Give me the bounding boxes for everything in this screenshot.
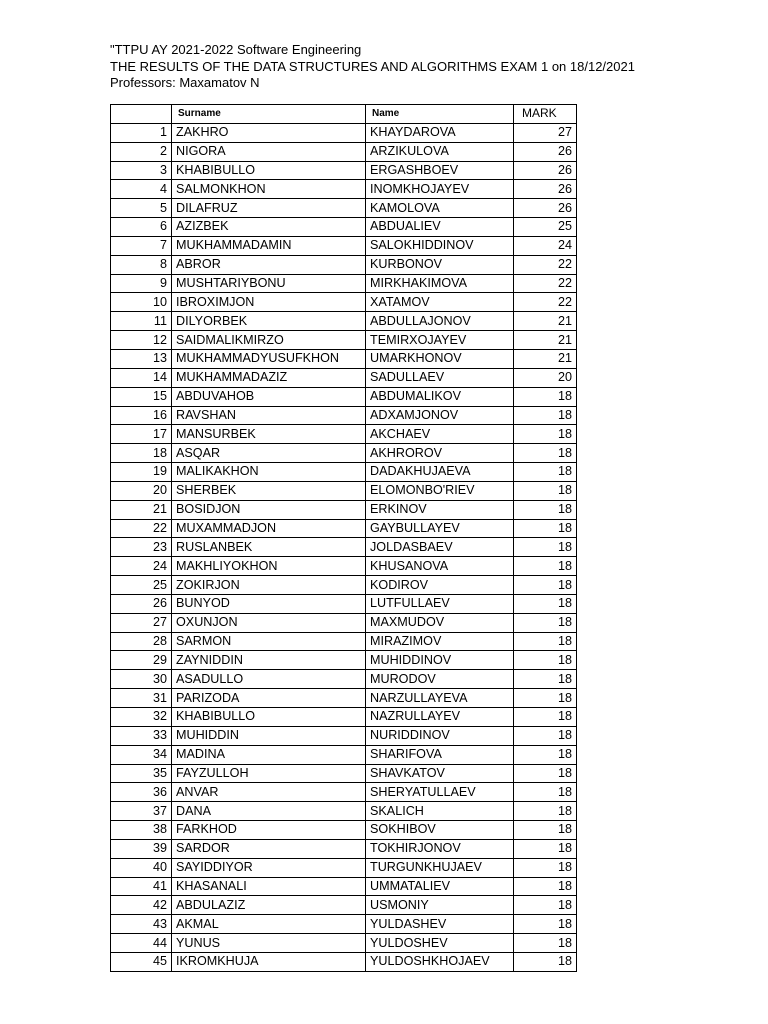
table-row	[111, 274, 577, 293]
row-number: 5	[111, 199, 172, 218]
surname-cell: DILAFRUZ	[172, 199, 366, 218]
name-cell: YULDASHEV	[366, 915, 514, 934]
name-cell: MUHIDDINOV	[366, 651, 514, 670]
surname-cell: YUNUS	[172, 934, 366, 953]
surname-cell: MUKHAMMADYUSUFKHON	[172, 349, 366, 368]
table-row	[111, 331, 577, 350]
table-row	[111, 500, 577, 519]
mark-cell: 18	[514, 745, 577, 764]
table-row	[111, 708, 577, 727]
row-number: 28	[111, 632, 172, 651]
row-number: 3	[111, 161, 172, 180]
column-header-name: Name	[366, 105, 514, 124]
name-cell: NAZRULLAYEV	[366, 708, 514, 727]
table-row	[111, 538, 577, 557]
surname-cell: ABROR	[172, 255, 366, 274]
mark-cell: 18	[514, 387, 577, 406]
row-number: 21	[111, 500, 172, 519]
name-cell: SALOKHIDDINOV	[366, 236, 514, 255]
mark-cell: 18	[514, 463, 577, 482]
row-number: 36	[111, 783, 172, 802]
mark-cell: 18	[514, 481, 577, 500]
row-number: 31	[111, 689, 172, 708]
surname-cell: SALMONKHON	[172, 180, 366, 199]
mark-cell: 18	[514, 500, 577, 519]
name-cell: JOLDASBAEV	[366, 538, 514, 557]
name-cell: ABDUMALIKOV	[366, 387, 514, 406]
name-cell: ADXAMJONOV	[366, 406, 514, 425]
row-number: 16	[111, 406, 172, 425]
mark-cell: 18	[514, 557, 577, 576]
surname-cell: AKMAL	[172, 915, 366, 934]
table-row	[111, 444, 577, 463]
name-cell: KURBONOV	[366, 255, 514, 274]
name-cell: TOKHIRJONOV	[366, 839, 514, 858]
mark-cell: 22	[514, 274, 577, 293]
surname-cell: SAIDMALIKMIRZO	[172, 331, 366, 350]
row-number: 44	[111, 934, 172, 953]
surname-cell: MAKHLIYOKHON	[172, 557, 366, 576]
row-number: 4	[111, 180, 172, 199]
table-row	[111, 689, 577, 708]
name-cell: LUTFULLAEV	[366, 594, 514, 613]
table-row	[111, 651, 577, 670]
name-cell: ELOMONBO'RIEV	[366, 481, 514, 500]
row-number: 18	[111, 444, 172, 463]
mark-cell: 18	[514, 613, 577, 632]
name-cell: ARZIKULOVA	[366, 142, 514, 161]
mark-cell: 18	[514, 708, 577, 727]
name-cell: ERGASHBOEV	[366, 161, 514, 180]
mark-cell: 18	[514, 689, 577, 708]
name-cell: SHERYATULLAEV	[366, 783, 514, 802]
table-row	[111, 632, 577, 651]
name-cell: NURIDDINOV	[366, 726, 514, 745]
surname-cell: IBROXIMJON	[172, 293, 366, 312]
surname-cell: MUXAMMADJON	[172, 519, 366, 538]
row-number: 30	[111, 670, 172, 689]
row-number: 43	[111, 915, 172, 934]
column-header-mark: MARK	[514, 105, 577, 124]
table-row	[111, 312, 577, 331]
mark-cell: 18	[514, 670, 577, 689]
surname-cell: PARIZODA	[172, 689, 366, 708]
mark-cell: 18	[514, 934, 577, 953]
mark-cell: 21	[514, 349, 577, 368]
name-cell: NARZULLAYEVA	[366, 689, 514, 708]
table-row	[111, 802, 577, 821]
surname-cell: ASQAR	[172, 444, 366, 463]
mark-cell: 18	[514, 519, 577, 538]
mark-cell: 18	[514, 915, 577, 934]
surname-cell: ABDUVAHOB	[172, 387, 366, 406]
table-row	[111, 218, 577, 237]
column-header-surname: Surname	[172, 105, 366, 124]
row-number: 38	[111, 821, 172, 840]
row-number: 25	[111, 576, 172, 595]
mark-cell: 21	[514, 331, 577, 350]
row-number: 15	[111, 387, 172, 406]
row-number: 19	[111, 463, 172, 482]
row-number: 34	[111, 745, 172, 764]
table-row	[111, 293, 577, 312]
table-row	[111, 613, 577, 632]
surname-cell: SAYIDDIYOR	[172, 858, 366, 877]
row-number: 45	[111, 952, 172, 971]
name-cell: KODIROV	[366, 576, 514, 595]
table-row	[111, 199, 577, 218]
table-row	[111, 161, 577, 180]
row-number: 13	[111, 349, 172, 368]
mark-cell: 18	[514, 594, 577, 613]
table-row	[111, 726, 577, 745]
mark-cell: 18	[514, 726, 577, 745]
mark-cell: 18	[514, 764, 577, 783]
mark-cell: 18	[514, 406, 577, 425]
surname-cell: MANSURBEK	[172, 425, 366, 444]
table-row	[111, 858, 577, 877]
surname-cell: MALIKAKHON	[172, 463, 366, 482]
mark-cell: 18	[514, 538, 577, 557]
name-cell: UMMATALIEV	[366, 877, 514, 896]
surname-cell: DANA	[172, 802, 366, 821]
mark-cell: 26	[514, 180, 577, 199]
mark-cell: 27	[514, 123, 577, 142]
surname-cell: ZAKHRO	[172, 123, 366, 142]
surname-cell: KHABIBULLO	[172, 708, 366, 727]
table-row	[111, 576, 577, 595]
row-number: 23	[111, 538, 172, 557]
mark-cell: 18	[514, 858, 577, 877]
row-number: 6	[111, 218, 172, 237]
document-header	[110, 42, 635, 92]
results-table	[110, 104, 577, 972]
row-number: 40	[111, 858, 172, 877]
mark-cell: 26	[514, 199, 577, 218]
surname-cell: MUKHAMMADAZIZ	[172, 368, 366, 387]
surname-cell: BOSIDJON	[172, 500, 366, 519]
row-number: 12	[111, 331, 172, 350]
row-number: 32	[111, 708, 172, 727]
surname-cell: MADINA	[172, 745, 366, 764]
row-number: 17	[111, 425, 172, 444]
mark-cell: 22	[514, 293, 577, 312]
mark-cell: 22	[514, 255, 577, 274]
row-number: 1	[111, 123, 172, 142]
surname-cell: AZIZBEK	[172, 218, 366, 237]
row-number: 26	[111, 594, 172, 613]
surname-cell: MUKHAMMADAMIN	[172, 236, 366, 255]
name-cell: ERKINOV	[366, 500, 514, 519]
row-number: 39	[111, 839, 172, 858]
mark-cell: 18	[514, 444, 577, 463]
name-cell: USMONIY	[366, 896, 514, 915]
row-number: 10	[111, 293, 172, 312]
name-cell: AKHROROV	[366, 444, 514, 463]
row-number: 2	[111, 142, 172, 161]
surname-cell: DILYORBEK	[172, 312, 366, 331]
mark-cell: 18	[514, 821, 577, 840]
mark-cell: 26	[514, 142, 577, 161]
table-row	[111, 406, 577, 425]
name-cell: MIRKHAKIMOVA	[366, 274, 514, 293]
table-row	[111, 877, 577, 896]
name-cell: UMARKHONOV	[366, 349, 514, 368]
course-title: "TTPU AY 2021-2022 Software Engineering	[110, 42, 362, 57]
name-cell: SHARIFOVA	[366, 745, 514, 764]
name-cell: MAXMUDOV	[366, 613, 514, 632]
table-row	[111, 236, 577, 255]
row-number: 22	[111, 519, 172, 538]
table-row	[111, 255, 577, 274]
row-number: 37	[111, 802, 172, 821]
table-row	[111, 821, 577, 840]
mark-cell: 18	[514, 783, 577, 802]
mark-cell: 18	[514, 802, 577, 821]
name-cell: INOMKHOJAYEV	[366, 180, 514, 199]
name-cell: XATAMOV	[366, 293, 514, 312]
table-body	[111, 123, 577, 971]
name-cell: DADAKHUJAEVA	[366, 463, 514, 482]
name-cell: MURODOV	[366, 670, 514, 689]
surname-cell: RAVSHAN	[172, 406, 366, 425]
surname-cell: MUHIDDIN	[172, 726, 366, 745]
mark-cell: 24	[514, 236, 577, 255]
mark-cell: 18	[514, 632, 577, 651]
row-number: 41	[111, 877, 172, 896]
surname-cell: ABDULAZIZ	[172, 896, 366, 915]
mark-cell: 18	[514, 651, 577, 670]
name-cell: MIRAZIMOV	[366, 632, 514, 651]
row-number: 8	[111, 255, 172, 274]
surname-cell: MUSHTARIYBONU	[172, 274, 366, 293]
row-number: 7	[111, 236, 172, 255]
name-cell: YULDOSHEV	[366, 934, 514, 953]
table-row	[111, 387, 577, 406]
table-row	[111, 839, 577, 858]
row-number: 9	[111, 274, 172, 293]
name-cell: SOKHIBOV	[366, 821, 514, 840]
table-row	[111, 670, 577, 689]
table-row	[111, 180, 577, 199]
surname-cell: SARMON	[172, 632, 366, 651]
name-cell: KHAYDAROVA	[366, 123, 514, 142]
row-number: 20	[111, 481, 172, 500]
table-row	[111, 425, 577, 444]
surname-cell: ANVAR	[172, 783, 366, 802]
mark-cell: 21	[514, 312, 577, 331]
row-number: 24	[111, 557, 172, 576]
name-cell: SHAVKATOV	[366, 764, 514, 783]
surname-cell: ZOKIRJON	[172, 576, 366, 595]
surname-cell: FARKHOD	[172, 821, 366, 840]
table-row	[111, 764, 577, 783]
surname-cell: BUNYOD	[172, 594, 366, 613]
row-number: 29	[111, 651, 172, 670]
name-cell: KHUSANOVA	[366, 557, 514, 576]
name-cell: TURGUNKHUJAEV	[366, 858, 514, 877]
table-header-row	[111, 105, 577, 124]
table-row	[111, 594, 577, 613]
table-row	[111, 142, 577, 161]
name-cell: ABDULLAJONOV	[366, 312, 514, 331]
table-row	[111, 123, 577, 142]
mark-cell: 18	[514, 877, 577, 896]
name-cell: KAMOLOVA	[366, 199, 514, 218]
surname-cell: SHERBEK	[172, 481, 366, 500]
table-row	[111, 481, 577, 500]
table-row	[111, 463, 577, 482]
surname-cell: ZAYNIDDIN	[172, 651, 366, 670]
surname-cell: RUSLANBEK	[172, 538, 366, 557]
surname-cell: NIGORA	[172, 142, 366, 161]
mark-cell: 18	[514, 576, 577, 595]
mark-cell: 20	[514, 368, 577, 387]
table-row	[111, 952, 577, 971]
column-header-number	[111, 105, 172, 124]
exam-title: THE RESULTS OF THE DATA STRUCTURES AND ALGORITHMS EXAM 1 on 18/12/2021	[110, 58, 635, 74]
surname-cell: KHABIBULLO	[172, 161, 366, 180]
table-row	[111, 915, 577, 934]
name-cell: SADULLAEV	[366, 368, 514, 387]
professor-line: Professors: Maxamatov N	[110, 75, 260, 90]
name-cell: ABDUALIEV	[366, 218, 514, 237]
table-row	[111, 783, 577, 802]
table-row	[111, 349, 577, 368]
table-row	[111, 557, 577, 576]
row-number: 27	[111, 613, 172, 632]
row-number: 42	[111, 896, 172, 915]
table-row	[111, 896, 577, 915]
table-row	[111, 934, 577, 953]
name-cell: GAYBULLAYEV	[366, 519, 514, 538]
row-number: 33	[111, 726, 172, 745]
surname-cell: SARDOR	[172, 839, 366, 858]
row-number: 35	[111, 764, 172, 783]
table-row	[111, 368, 577, 387]
mark-cell: 18	[514, 425, 577, 444]
mark-cell: 18	[514, 896, 577, 915]
name-cell: YULDOSHKHOJAEV	[366, 952, 514, 971]
mark-cell: 25	[514, 218, 577, 237]
name-cell: AKCHAEV	[366, 425, 514, 444]
surname-cell: ASADULLO	[172, 670, 366, 689]
surname-cell: OXUNJON	[172, 613, 366, 632]
surname-cell: FAYZULLOH	[172, 764, 366, 783]
mark-cell: 18	[514, 952, 577, 971]
surname-cell: IKROMKHUJA	[172, 952, 366, 971]
name-cell: SKALICH	[366, 802, 514, 821]
mark-cell: 26	[514, 161, 577, 180]
table-row	[111, 745, 577, 764]
row-number: 11	[111, 312, 172, 331]
mark-cell: 18	[514, 839, 577, 858]
name-cell: TEMIRXOJAYEV	[366, 331, 514, 350]
row-number: 14	[111, 368, 172, 387]
surname-cell: KHASANALI	[172, 877, 366, 896]
table-row	[111, 519, 577, 538]
